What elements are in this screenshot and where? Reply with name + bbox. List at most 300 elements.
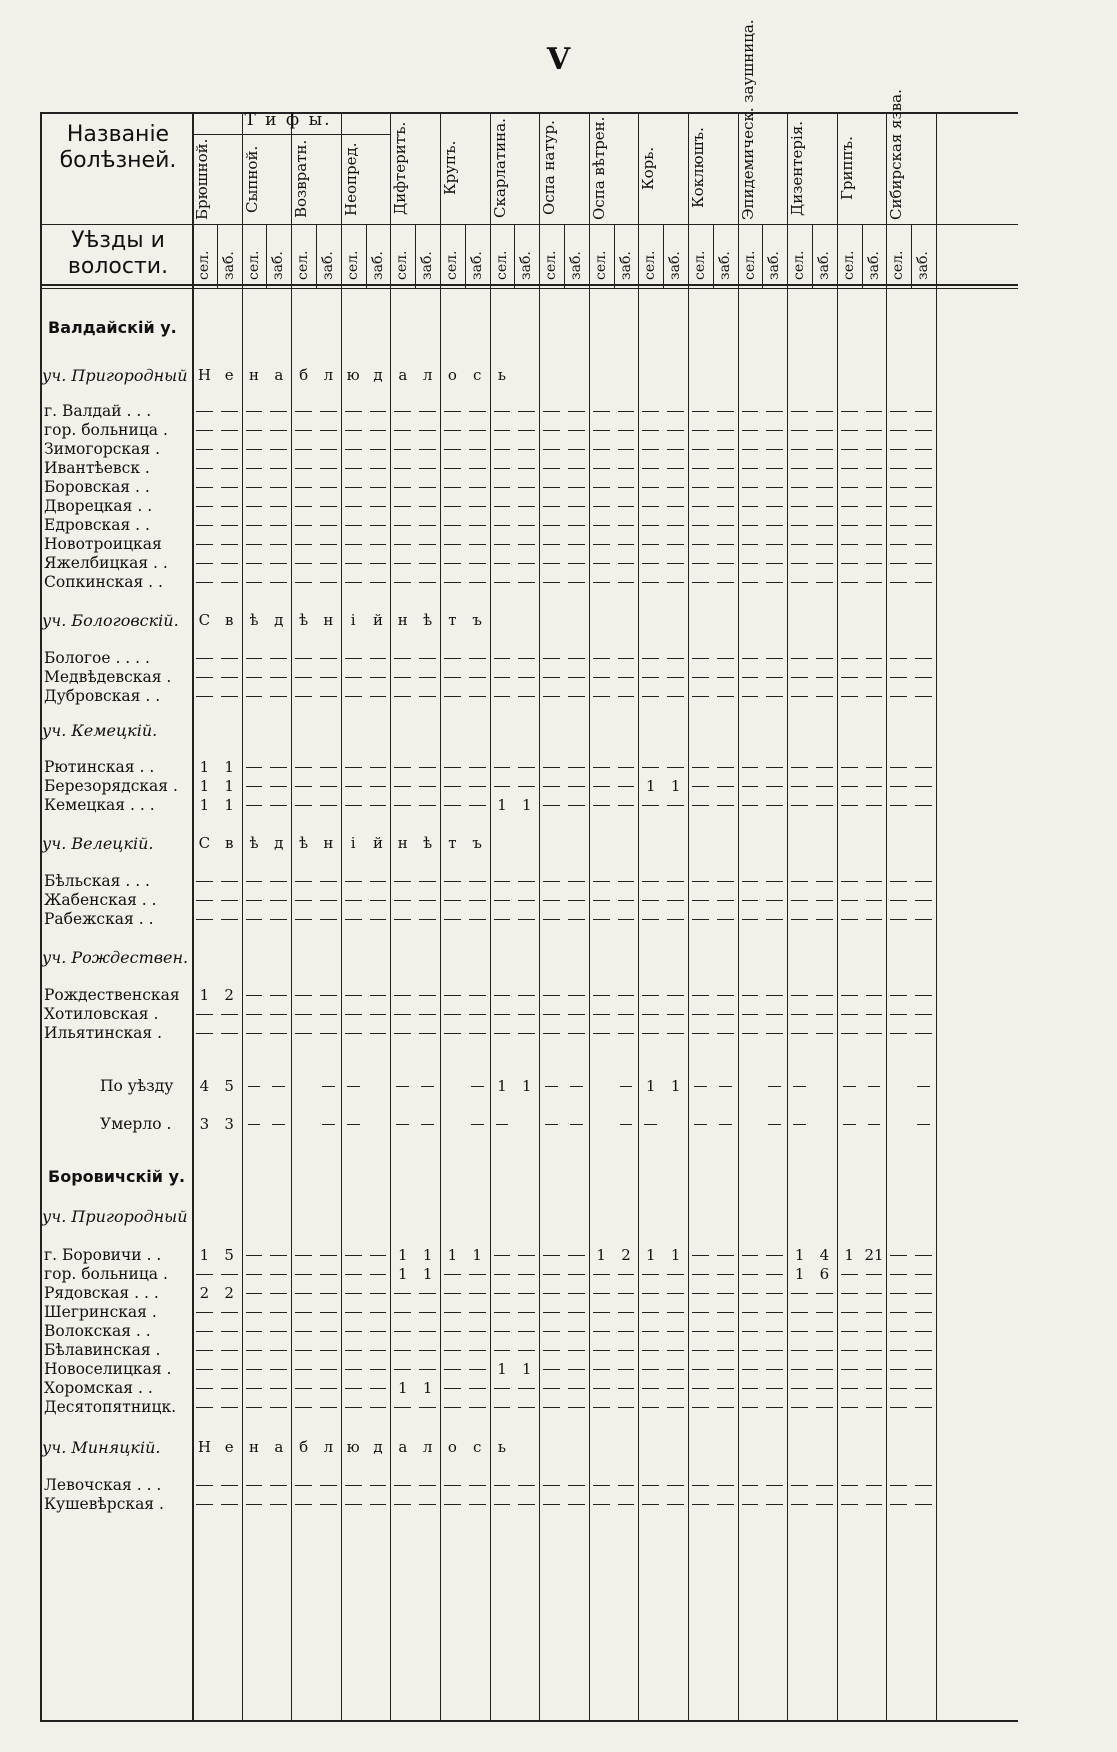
empty-dash: [444, 582, 461, 583]
empty-dash: [295, 1331, 312, 1332]
empty-dash: [742, 1014, 759, 1015]
empty-dash: [196, 430, 213, 431]
empty-dash: [518, 1274, 535, 1275]
empty-dash: [766, 805, 783, 806]
empty-dash: [444, 1014, 461, 1015]
empty-dash: [543, 582, 560, 583]
empty-dash: [246, 1485, 263, 1486]
empty-dash: [667, 411, 684, 412]
note-letter: е: [224, 1438, 234, 1456]
empty-dash: [518, 1331, 535, 1332]
empty-dash: [270, 582, 287, 583]
empty-dash: [642, 430, 659, 431]
empty-dash: [816, 1014, 833, 1015]
empty-dash: [270, 696, 287, 697]
empty-dash: [791, 563, 808, 564]
empty-dash: [345, 1407, 362, 1408]
note-letter: л: [422, 366, 433, 384]
empty-dash: [742, 919, 759, 920]
empty-dash: [543, 544, 560, 545]
value-cell: 1: [670, 1246, 681, 1264]
empty-dash: [766, 449, 783, 450]
empty-dash: [915, 449, 932, 450]
empty-dash: [915, 805, 932, 806]
district-row: [40, 365, 1018, 386]
empty-dash: [642, 1504, 659, 1505]
empty-dash: [866, 582, 883, 583]
empty-dash: [248, 1086, 261, 1087]
volost-label: гор. больница .: [44, 421, 168, 439]
empty-dash: [469, 1293, 486, 1294]
empty-dash: [692, 449, 709, 450]
empty-dash: [419, 1033, 436, 1034]
empty-dash: [543, 881, 560, 882]
empty-dash: [890, 525, 907, 526]
empty-dash: [494, 677, 511, 678]
empty-dash: [692, 1369, 709, 1370]
empty-dash: [618, 506, 635, 507]
empty-dash: [295, 487, 312, 488]
empty-dash: [890, 767, 907, 768]
value-cell: 2: [224, 1284, 234, 1302]
empty-dash: [768, 1124, 781, 1125]
empty-dash: [816, 1033, 833, 1034]
sub-header-sel: сел.: [394, 250, 411, 280]
empty-dash: [841, 582, 858, 583]
empty-dash: [841, 900, 858, 901]
empty-dash: [568, 1407, 585, 1408]
empty-dash: [246, 544, 263, 545]
empty-dash: [866, 1312, 883, 1313]
empty-dash: [419, 1407, 436, 1408]
empty-dash: [196, 525, 213, 526]
empty-dash: [866, 900, 883, 901]
empty-dash: [543, 1388, 560, 1389]
empty-dash: [444, 1485, 461, 1486]
empty-dash: [320, 430, 337, 431]
empty-dash: [568, 1014, 585, 1015]
empty-dash: [642, 1369, 659, 1370]
empty-dash: [742, 563, 759, 564]
empty-dash: [618, 919, 635, 920]
empty-dash: [518, 1504, 535, 1505]
uezd-label: Боровичскій у.: [48, 1167, 186, 1186]
empty-dash: [890, 487, 907, 488]
empty-dash: [915, 430, 932, 431]
sub-header-zab: заб.: [518, 251, 535, 280]
empty-dash: [692, 487, 709, 488]
empty-dash: [469, 677, 486, 678]
empty-dash: [692, 658, 709, 659]
empty-dash: [642, 919, 659, 920]
empty-dash: [717, 1388, 734, 1389]
empty-dash: [890, 1255, 907, 1256]
empty-dash: [766, 786, 783, 787]
empty-dash: [791, 411, 808, 412]
empty-dash: [469, 468, 486, 469]
empty-dash: [196, 919, 213, 920]
empty-dash: [841, 1331, 858, 1332]
empty-dash: [766, 430, 783, 431]
empty-dash: [593, 919, 610, 920]
empty-dash: [866, 544, 883, 545]
empty-dash: [444, 487, 461, 488]
empty-dash: [618, 1485, 635, 1486]
value-cell: 6: [819, 1265, 830, 1283]
empty-dash: [270, 1293, 287, 1294]
empty-dash: [444, 767, 461, 768]
empty-dash: [742, 677, 759, 678]
empty-dash: [742, 1312, 759, 1313]
empty-dash: [494, 1014, 511, 1015]
empty-dash: [866, 677, 883, 678]
empty-dash: [692, 1388, 709, 1389]
empty-dash: [568, 506, 585, 507]
empty-dash: [717, 582, 734, 583]
sub-header-sel: сел.: [295, 250, 312, 280]
empty-dash: [370, 900, 387, 901]
empty-dash: [345, 1293, 362, 1294]
empty-dash: [494, 468, 511, 469]
empty-dash: [270, 411, 287, 412]
value-cell: 1: [646, 777, 656, 795]
value-cell: 1: [398, 1246, 408, 1264]
empty-dash: [370, 696, 387, 697]
table-row: [40, 890, 1018, 911]
note-letter: ѣ: [249, 611, 259, 629]
empty-dash: [196, 487, 213, 488]
empty-dash: [444, 1274, 461, 1275]
empty-dash: [618, 805, 635, 806]
empty-dash: [866, 1014, 883, 1015]
sub-header-zab: заб.: [915, 251, 932, 280]
empty-dash: [717, 525, 734, 526]
empty-dash: [370, 449, 387, 450]
empty-dash: [866, 506, 883, 507]
empty-dash: [394, 786, 411, 787]
empty-dash: [295, 1407, 312, 1408]
empty-dash: [618, 900, 635, 901]
volost-label: г. Боровичи . .: [44, 1246, 162, 1264]
sub-header-zab: заб.: [419, 251, 436, 280]
value-cell: 1: [670, 777, 681, 795]
district-row: [40, 610, 1018, 631]
empty-dash: [890, 1293, 907, 1294]
empty-dash: [295, 677, 312, 678]
empty-dash: [221, 1331, 238, 1332]
empty-dash: [494, 563, 511, 564]
empty-dash: [246, 506, 263, 507]
empty-dash: [742, 411, 759, 412]
empty-dash: [320, 1033, 337, 1034]
empty-dash: [866, 1504, 883, 1505]
value-cell: 1: [199, 777, 210, 795]
empty-dash: [543, 1312, 560, 1313]
empty-dash: [618, 995, 635, 996]
empty-dash: [419, 506, 436, 507]
empty-dash: [320, 1388, 337, 1389]
empty-dash: [593, 468, 610, 469]
empty-dash: [394, 468, 411, 469]
empty-dash: [667, 544, 684, 545]
empty-dash: [444, 449, 461, 450]
uezd-heading: [40, 318, 1018, 339]
empty-dash: [494, 1255, 511, 1256]
empty-dash: [320, 544, 337, 545]
empty-dash: [345, 411, 362, 412]
empty-dash: [841, 449, 858, 450]
empty-dash: [394, 1033, 411, 1034]
note-letter: н: [397, 834, 408, 852]
table-row: [40, 534, 1018, 555]
empty-dash: [345, 1388, 362, 1389]
empty-dash: [642, 411, 659, 412]
column-header: Корь.: [639, 146, 658, 190]
empty-dash: [791, 1293, 808, 1294]
sub-header-sel: сел.: [493, 250, 510, 280]
column-header: Оспа вѣтрен.: [589, 116, 608, 220]
table-row: [40, 795, 1018, 816]
empty-dash: [816, 487, 833, 488]
empty-dash: [469, 1033, 486, 1034]
empty-dash: [196, 1014, 213, 1015]
empty-dash: [246, 1014, 263, 1015]
empty-dash: [320, 525, 337, 526]
empty-dash: [494, 900, 511, 901]
empty-dash: [246, 900, 263, 901]
empty-dash: [246, 677, 263, 678]
empty-dash: [469, 696, 486, 697]
sub-header-sel: сел.: [890, 250, 907, 280]
empty-dash: [469, 919, 486, 920]
empty-dash: [444, 995, 461, 996]
empty-dash: [766, 525, 783, 526]
empty-dash: [469, 1350, 486, 1351]
empty-dash: [642, 1312, 659, 1313]
empty-dash: [593, 1369, 610, 1370]
value-cell: 1: [199, 1246, 210, 1264]
empty-dash: [890, 1312, 907, 1313]
empty-dash: [272, 1124, 285, 1125]
empty-dash: [593, 1388, 610, 1389]
empty-dash: [246, 1274, 263, 1275]
empty-dash: [868, 1124, 881, 1125]
table-row: [40, 458, 1018, 479]
empty-dash: [866, 1407, 883, 1408]
empty-dash: [345, 449, 362, 450]
table-row: [40, 871, 1018, 892]
empty-dash: [394, 1407, 411, 1408]
empty-dash: [568, 658, 585, 659]
column-header: Сибирская язва.: [887, 89, 906, 220]
empty-dash: [320, 658, 337, 659]
empty-dash: [692, 900, 709, 901]
empty-dash: [915, 696, 932, 697]
empty-dash: [469, 1388, 486, 1389]
empty-dash: [618, 1293, 635, 1294]
empty-dash: [890, 430, 907, 431]
empty-dash: [394, 995, 411, 996]
value-cell: 5: [224, 1077, 234, 1095]
grid-vline: [415, 224, 416, 288]
empty-dash: [444, 658, 461, 659]
column-header: Дизентерія.: [788, 120, 807, 216]
empty-dash: [444, 1504, 461, 1505]
note-letter: т: [448, 611, 457, 629]
table-row: [40, 401, 1018, 422]
districts-label: Уѣзды и волости.: [67, 228, 169, 279]
empty-dash: [915, 468, 932, 469]
empty-dash: [270, 1331, 287, 1332]
empty-dash: [518, 468, 535, 469]
empty-dash: [890, 411, 907, 412]
empty-dash: [221, 677, 238, 678]
empty-dash: [320, 1407, 337, 1408]
empty-dash: [295, 767, 312, 768]
volost-label: Едровская . .: [44, 516, 150, 534]
empty-dash: [469, 506, 486, 507]
empty-dash: [518, 995, 535, 996]
empty-dash: [593, 900, 610, 901]
empty-dash: [915, 544, 932, 545]
table-row: [40, 572, 1018, 593]
empty-dash: [742, 1504, 759, 1505]
empty-dash: [791, 1350, 808, 1351]
empty-dash: [593, 1274, 610, 1275]
empty-dash: [394, 1350, 411, 1351]
empty-dash: [841, 1274, 858, 1275]
empty-dash: [890, 696, 907, 697]
empty-dash: [791, 1331, 808, 1332]
empty-dash: [742, 468, 759, 469]
volost-label: Умерло .: [100, 1115, 172, 1133]
empty-dash: [791, 696, 808, 697]
empty-dash: [866, 1274, 883, 1275]
empty-dash: [196, 411, 213, 412]
typhus-group-label: Т и ф ы.: [244, 110, 332, 130]
empty-dash: [618, 525, 635, 526]
empty-dash: [570, 1124, 583, 1125]
empty-dash: [270, 900, 287, 901]
empty-dash: [543, 1274, 560, 1275]
disease-table: [40, 19, 1018, 1722]
empty-dash: [717, 1485, 734, 1486]
empty-dash: [816, 430, 833, 431]
empty-dash: [494, 582, 511, 583]
empty-dash: [444, 544, 461, 545]
sub-header-sel: сел.: [245, 250, 262, 280]
empty-dash: [816, 995, 833, 996]
empty-dash: [866, 449, 883, 450]
note-letter: Н: [197, 366, 211, 384]
empty-dash: [494, 506, 511, 507]
empty-dash: [717, 411, 734, 412]
empty-dash: [518, 582, 535, 583]
empty-dash: [221, 449, 238, 450]
empty-dash: [543, 1293, 560, 1294]
value-cell: 1: [398, 1265, 408, 1283]
empty-dash: [593, 881, 610, 882]
empty-dash: [841, 1485, 858, 1486]
empty-dash: [667, 1331, 684, 1332]
empty-dash: [394, 544, 411, 545]
empty-dash: [915, 881, 932, 882]
empty-dash: [320, 1014, 337, 1015]
grid-hline: [40, 288, 1018, 289]
empty-dash: [742, 1033, 759, 1034]
empty-dash: [841, 677, 858, 678]
empty-dash: [791, 786, 808, 787]
empty-dash: [469, 525, 486, 526]
empty-dash: [717, 1350, 734, 1351]
empty-dash: [543, 786, 560, 787]
grid-hline: [40, 112, 1018, 114]
empty-dash: [766, 1293, 783, 1294]
empty-dash: [841, 544, 858, 545]
empty-dash: [766, 1369, 783, 1370]
empty-dash: [816, 1369, 833, 1370]
empty-dash: [692, 677, 709, 678]
volost-label: Рютинская . .: [44, 758, 155, 776]
table-row: [40, 1023, 1018, 1044]
empty-dash: [221, 1274, 238, 1275]
empty-dash: [518, 1312, 535, 1313]
empty-dash: [196, 900, 213, 901]
empty-dash: [421, 1086, 434, 1087]
empty-dash: [642, 696, 659, 697]
empty-dash: [890, 881, 907, 882]
district-row: [40, 1437, 1018, 1458]
empty-dash: [667, 449, 684, 450]
empty-dash: [766, 919, 783, 920]
empty-dash: [419, 658, 436, 659]
table-row: [40, 1283, 1018, 1304]
empty-dash: [667, 1014, 684, 1015]
empty-dash: [394, 1312, 411, 1313]
empty-dash: [295, 1369, 312, 1370]
empty-dash: [915, 411, 932, 412]
sub-header-zab: заб.: [320, 251, 336, 280]
empty-dash: [270, 506, 287, 507]
empty-dash: [816, 1350, 833, 1351]
empty-dash: [444, 468, 461, 469]
empty-dash: [196, 696, 213, 697]
empty-dash: [221, 563, 238, 564]
empty-dash: [196, 1312, 213, 1313]
table-row: [40, 1245, 1018, 1266]
district-row: [40, 720, 1018, 741]
empty-dash: [518, 1033, 535, 1034]
empty-dash: [494, 696, 511, 697]
empty-dash: [221, 1369, 238, 1370]
empty-dash: [394, 1504, 411, 1505]
value-cell: 1: [398, 1379, 408, 1397]
empty-dash: [917, 1086, 930, 1087]
empty-dash: [667, 1504, 684, 1505]
note-letter: н: [323, 611, 334, 629]
note-letter: а: [274, 366, 284, 384]
empty-dash: [766, 995, 783, 996]
empty-dash: [246, 430, 263, 431]
empty-dash: [295, 1485, 312, 1486]
empty-dash: [593, 1033, 610, 1034]
empty-dash: [419, 786, 436, 787]
empty-dash: [345, 900, 362, 901]
note-letter: д: [274, 611, 284, 629]
empty-dash: [890, 805, 907, 806]
empty-dash: [766, 563, 783, 564]
empty-dash: [345, 881, 362, 882]
